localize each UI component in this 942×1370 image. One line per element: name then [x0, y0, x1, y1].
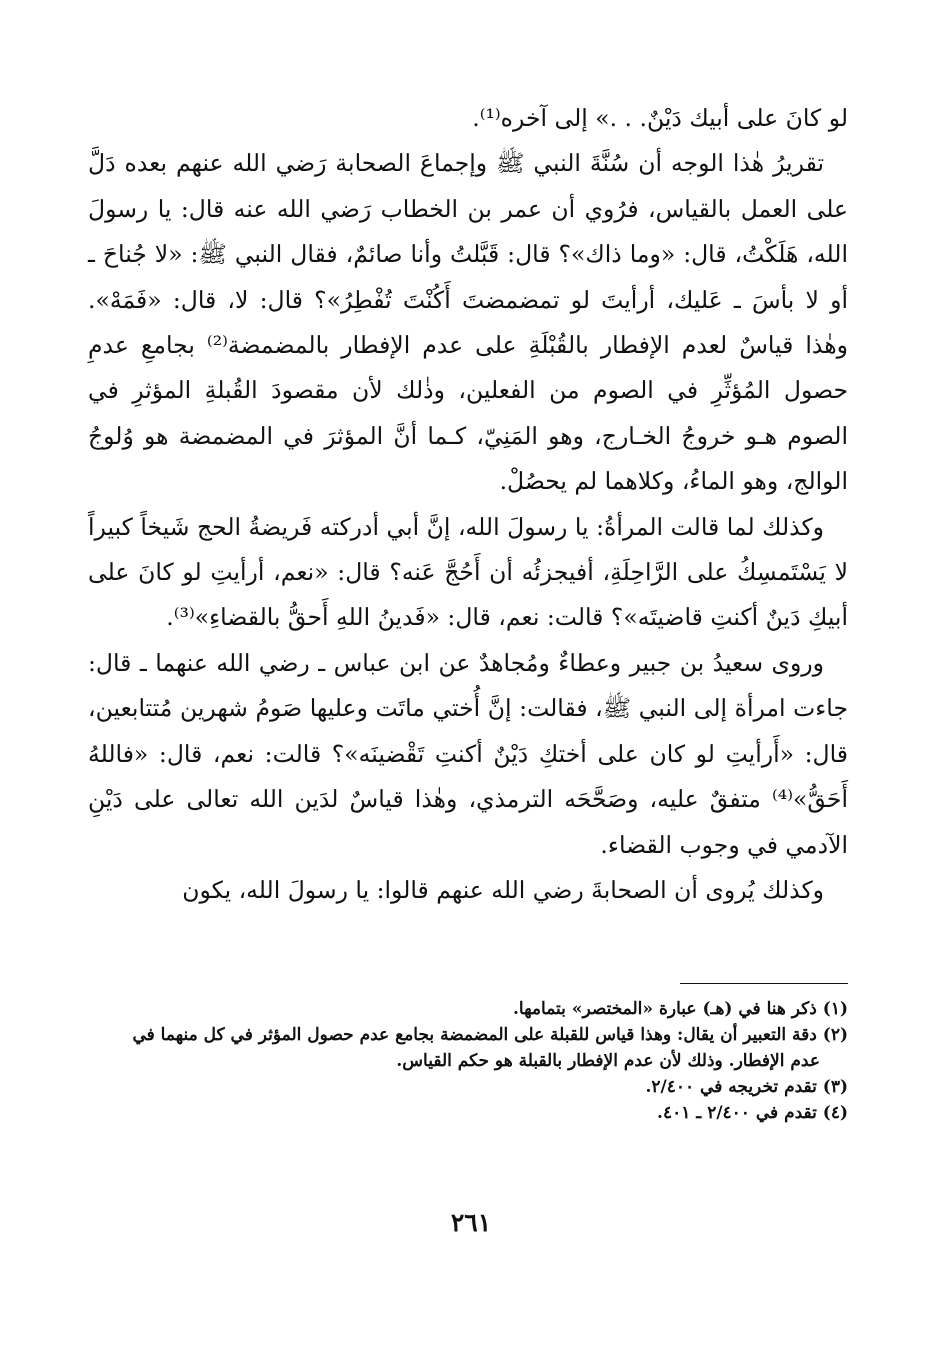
footnote-separator: [680, 983, 848, 984]
footnote-1: (١) ذكر هنا في (هـ) عبارة «المختصر» بتمامها.: [513, 999, 848, 1019]
footnote-2: (٢) دقة التعبير أن يقال: وهذا قياس للقبلة على المضمضة بجامع عدم حصول المؤثر في كل منهما في: [132, 1025, 848, 1045]
main-text: [88, 96, 848, 913]
paragraph-sahaba: وكذلك يُروى أن الصحابةَ رضي الله عنهم قالوا: يا رسولَ الله، يكون: [182, 875, 824, 904]
paragraph-continuation: لو كانَ على أبيك دَيْنٌ. . .» إلى آخره⁽¹⁾.: [472, 104, 848, 132]
paragraph-ibn-abbas: وروى سعيدُ بن جبير وعطاءٌ ومُجاهدٌ عن ابن عباس ـ رضي الله عنهما ـ قال: جاءت امرأة إلى النبي ﷺ، فقالت: إنَّ أُختي ماتَت وعليها صَومُ شهرين مُتتابعين، قال: «أَرأيتِ لو كان على أختكِ دَيْنٌ أكنتِ تَقْضينَه»؟ قالت: نعم، قال: «فاللهُ أَحَقُّ»⁽⁴⁾ متفقٌ عليه، وصَحَّحَه الترمذي، وهٰذا قياسٌ لدَين الله تعالى على دَيْنِ الآدمي في وجوب القضاء.: [88, 648, 848, 859]
footnote-3: (٣) تقدم تخريجه في ٢/٤٠٠.: [645, 1077, 848, 1097]
footnote-2-continuation: عدم الإفطار. وذلك لأن عدم الإفطار بالقبلة هو حكم القياس.: [396, 1051, 820, 1071]
footnote-4: (٤) تقدم في ٢/٤٠٠ ـ ٤٠١.: [657, 1103, 848, 1123]
paragraph-hajj-debt: وكذلك لما قالت المرأةُ: يا رسولَ الله، إنَّ أبي أدركته فَريضةُ الحج شَيخاً كبيراً لا يَسْتَمسِكُ على الرَّاحِلَةِ، أفيجزئُه أن أَحُجَّ عَنه؟ قال: «نعم، أرأيتِ لو كانَ على أبيكِ دَينٌ أكنتِ قاضيتَه»؟ قالت: نعم، قال: «فَدينُ اللهِ أَحقُّ بالقضاءِ»⁽³⁾.: [88, 512, 848, 632]
paragraph-qiyas-qubla: تقريرُ هٰذا الوجه أن سُنَّةَ النبي ﷺ وإجماعَ الصحابة رَضي الله عنهم بعده دَلَّ على العمل بالقياس، فرُوي أن عمر بن الخطاب رَضي الله عنه قال: يا رسولَ الله، هَلَكْتُ، قال: «وما ذاك»؟ قال: قَبَّلتُ وأنا صائمٌ، فقال النبي ﷺ: «لا جُناحَ ـ أو لا بأسَ ـ عَليك، أرأيتَ لو تمضمضتَ أَكُنْتَ تُفْطِرُ»؟ قال: لا، قال: «فَمَهْ». وهٰذا قياسٌ لعدم الإفطار بالقُبْلَةِ على عدم الإفطار بالمضمضة⁽²⁾ بجامعِ عدمِ حصول المُؤثِّرِ في الصوم من الفعلين، وذٰلك لأن مقصودَ القُبلةِ المؤثرِ في الصوم هـو خروجُ الخـارج، وهو المَنِيّ، كـما أنَّ المؤثرَ في المضمضة هو وُلوجُ الوالج، وهو الماءُ، وكلاهما لم يحصُلْ.: [88, 149, 848, 496]
page-number: ٢٦١: [450, 1208, 492, 1237]
footnotes: [88, 996, 848, 1126]
